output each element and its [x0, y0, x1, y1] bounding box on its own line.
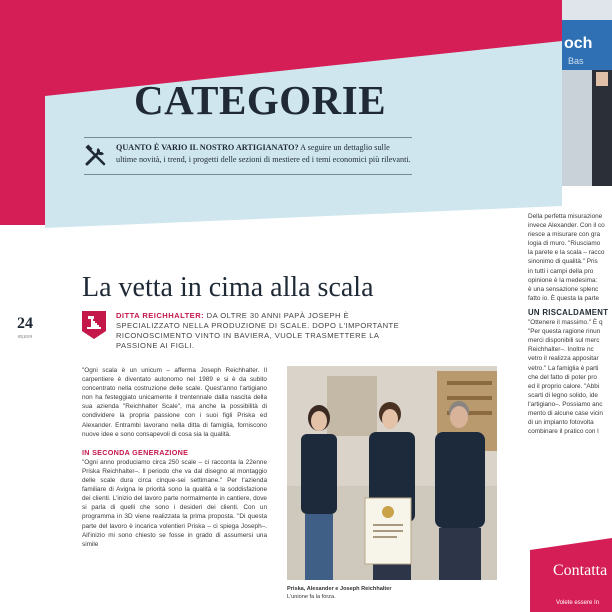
text-line: scarti di legno solido, ide	[528, 391, 598, 399]
article-photo	[287, 366, 497, 580]
advertisement-photo	[562, 0, 612, 186]
page-date: 05|2019	[17, 334, 33, 339]
ad-text-fragment-2: Bas	[568, 56, 584, 66]
intro-text: QUANTO È VARIO IL NOSTRO ARTIGIANATO? A seguire un dettaglio sulle ultime novità, i trend, i progetti delle sezioni di mestiere ed i temi economici più rilevanti.	[116, 143, 411, 164]
text-line: ed il proprio calore. "Abbi	[528, 382, 600, 390]
lead-company: DITTA REICHHALTER:	[116, 311, 205, 320]
text-line: merci disponibili sul merc	[528, 337, 600, 345]
text-line: logia di muro. "Riusciamo	[528, 240, 601, 248]
text-line: fatto io. È questa la parte	[528, 294, 600, 302]
section-title: CATEGORIE	[134, 77, 387, 123]
caption-text: L'unione fa la forza.	[287, 593, 336, 600]
article-headline: La vetta in cima alla scala	[82, 272, 374, 303]
text-line: "Per questa ragione rinun	[528, 328, 601, 336]
text-line: combinare il pratico con l	[528, 428, 599, 436]
text-line: riesce a misurare con gra	[528, 231, 601, 239]
intro-banner	[84, 137, 412, 175]
text-line: l'artigiano–. Possiamo anc	[528, 400, 603, 408]
company-logo-icon	[82, 311, 106, 339]
text-line: Reichhalter–. Inoltre nc	[528, 346, 594, 354]
text-line: invece Alexander. Con il co	[528, 222, 605, 230]
text-line: vetro il realizza appositar	[528, 355, 599, 363]
text-line: sinonimo di qualità." Pris	[528, 258, 598, 266]
text-line: mento di alcune case vicin	[528, 409, 603, 417]
contact-box[interactable]	[530, 538, 612, 612]
paragraph: "Ogni anno produciamo circa 250 scale – ci racconta la 22enne Priska Reichhalter–. Il periodo che va dal disegno al montaggio delle scale dura circa cinque-sei settimane." Per l'azienda familiare di Avigna le priorità sono la qualità e la soddisfazione dei clienti. L'inizio del lavoro parte normalmente in cantiere, dove si parla di quelli che sono i desideri dei clienti. Con un programma in 3D viene realizzata la prima proposta. "Di questa parte del lavoro è incarica volentieri Priska – ci spiega Joseph–. All'inizio mi sono chiesto se fosse in grado di assumersi una simile	[82, 458, 267, 548]
text-line: di un impianto fotovolta	[528, 419, 594, 427]
text-line: Della perfetta misurazione	[528, 213, 603, 220]
text-line: in tutti i campi della pro	[528, 267, 594, 275]
photo-caption	[287, 586, 497, 601]
text-line: opinione è la medesima:	[528, 276, 598, 284]
subheading: IN SECONDA GENERAZIONE	[82, 447, 189, 457]
caption-names: Priska, Alexander e Joseph Reichhalter	[287, 586, 392, 592]
contact-subtitle: Volete essere In	[556, 600, 600, 606]
ad-text-fragment: och	[564, 35, 593, 52]
article-lead: DITTA REICHHALTER: DA OLTRE 30 ANNI PAPÀ JOSEPH È SPECIALIZZATO NELLA PRODUZIONE DI SCALE. DOPO L'IMPORTANTE RICONOSCIMENTO VINTO IN BAVIERA, VUOLE TRASMETTERE LA PASSIONE AI FIGLI.	[116, 311, 400, 350]
text-line: che del fatto di poter pro	[528, 373, 597, 381]
text-line: è una sensazione splenc	[528, 285, 599, 293]
text-line: vetro." La famiglia è parti	[528, 364, 599, 372]
text-line: "Ottenere il massimo." È q	[528, 319, 603, 327]
article-column-1	[82, 366, 267, 549]
subheading: UN RISCALDAMENT	[528, 307, 609, 317]
contact-title: Contatta	[553, 562, 608, 579]
paragraph: "Ogni scala è un unicum – afferma Joseph Reichhalter. Il carpentiere è diventato autonomo nel 1989 e si è da subito concentrato nella costruzione delle scale. Quest'anno l'artigiano non ha festeggiato unicamente il trentennale dalla nascita della sua azienda "Reichhalter Scale", ma anche la possibilità di condividere la propria passione con i suoi figli Priska ed Alexander. Entrambi lavorano nella ditta di famiglia, forniscono nuove idee e sono consapevoli di cosa sia la qualità.	[82, 367, 267, 438]
text-line: la parete e la scala – racco	[528, 249, 605, 257]
article-column-3	[528, 212, 612, 436]
tools-icon	[84, 144, 108, 168]
magenta-side-strip	[0, 0, 45, 225]
page-number: 24	[17, 315, 33, 332]
